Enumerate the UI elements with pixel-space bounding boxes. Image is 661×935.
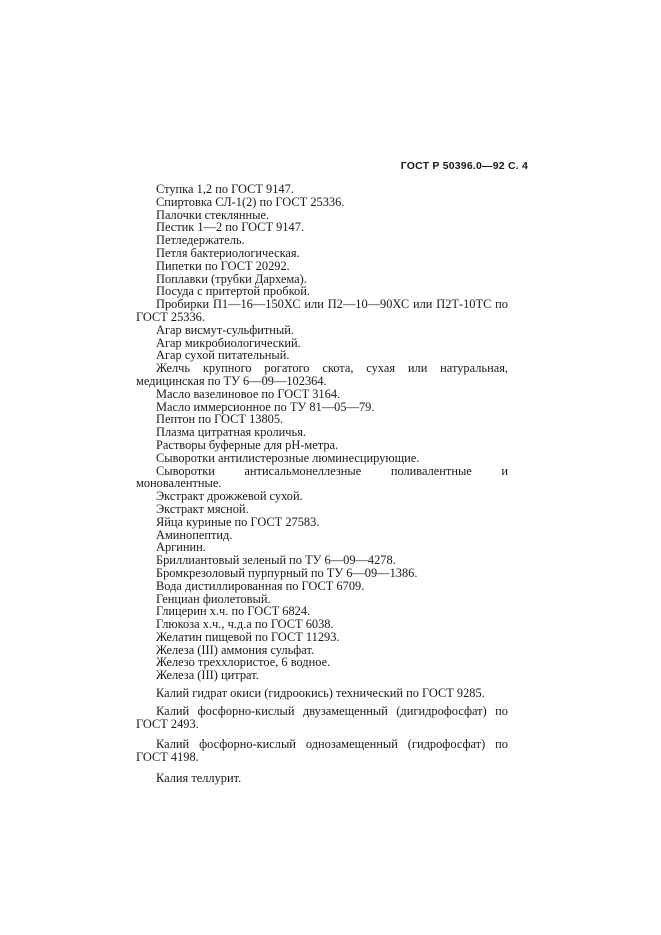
list-item: Поплавки (трубки Дархема). [156, 271, 307, 286]
list-item: Аминопептид. [156, 527, 233, 542]
list-item: Глицерин х.ч. по ГОСТ 6824. [156, 604, 311, 619]
list-item: Пробирки П1—16—150ХС или П2—10—90ХС или П2Т-10ТС по ГОСТ 25336. [136, 297, 508, 324]
list-item: Вода дистиллированная по ГОСТ 6709. [156, 578, 365, 593]
list-item: Масло иммерсионное по ТУ 81—05—79. [156, 399, 375, 414]
list-item: Железо треххлористое, 6 водное. [156, 655, 331, 670]
list-item: Ступка 1,2 по ГОСТ 9147. [156, 182, 294, 196]
list-item: Масло вазелиновое по ГОСТ 3164. [156, 386, 341, 401]
list-item: Генциан фиолетовый. [156, 591, 271, 606]
list-item: Пестик 1—2 по ГОСТ 9147. [156, 220, 304, 235]
list-item: Сыворотки антисальмонеллезные поливалентные и моновалентные. [136, 463, 508, 491]
list-item: Глюкоза х.ч., ч.д.а по ГОСТ 6038. [156, 617, 334, 632]
list-item: Экстракт мясной. [156, 501, 249, 516]
list-item: Спиртовка СЛ-1(2) по ГОСТ 25336. [156, 194, 345, 209]
list-item: Желчь крупного рогатого скота, сухая или натуральная, медицинская по ТУ 6—09—102364. [136, 361, 508, 388]
list-item: Растворы буферные для pH-метра. [156, 437, 339, 452]
list-item: Желатин пищевой по ГОСТ 11293. [156, 629, 340, 644]
list-item: Экстракт дрожжевой сухой. [156, 489, 303, 504]
list-item: Калий фосфорно-кислый однозамещенный (гидрофосфат) по ГОСТ 4198. [136, 737, 508, 765]
list-item: Агар висмут-сульфитный. [156, 322, 294, 337]
list-item: Агар сухой питательный. [156, 348, 290, 363]
list-item: Пептон по ГОСТ 13805. [156, 412, 284, 427]
list-item: Бриллиантовый зеленый по ТУ 6—09—4278. [156, 553, 396, 568]
list-item: Калий фосфорно-кислый двузамещенный (дигидрофосфат) по ГОСТ 2493. [136, 703, 508, 731]
list-item: Аргинин. [156, 540, 206, 555]
list-item: Пипетки по ГОСТ 20292. [156, 258, 290, 273]
page-header: ГОСТ Р 50396.0—92 С. 4 [400, 160, 528, 172]
list-item: Калия теллурит. [156, 771, 242, 786]
list-item: Петледержатель. [156, 233, 245, 248]
list-item: Яйца куриные по ГОСТ 27583. [156, 514, 320, 529]
list-item: Железа (III) цитрат. [156, 668, 259, 683]
list-item: Палочки стеклянные. [156, 207, 270, 222]
list-item: Бромкрезоловый пурпурный по ТУ 6—09—1386. [156, 565, 418, 580]
list-item: Посуда с притертой пробкой. [156, 284, 310, 299]
list-item: Калий гидрат окиси (гидроокись) технический по ГОСТ 9285. [156, 686, 485, 701]
list-item: Плазма цитратная кроличья. [156, 425, 306, 440]
list-item: Петля бактериологическая. [156, 245, 300, 260]
list-item: Сыворотки антилистерозные люминесцирующие. [156, 450, 420, 465]
list-item: Агар микробиологический. [156, 335, 301, 350]
list-item: Железа (III) аммония сульфат. [156, 642, 315, 657]
materials-list [136, 183, 508, 785]
